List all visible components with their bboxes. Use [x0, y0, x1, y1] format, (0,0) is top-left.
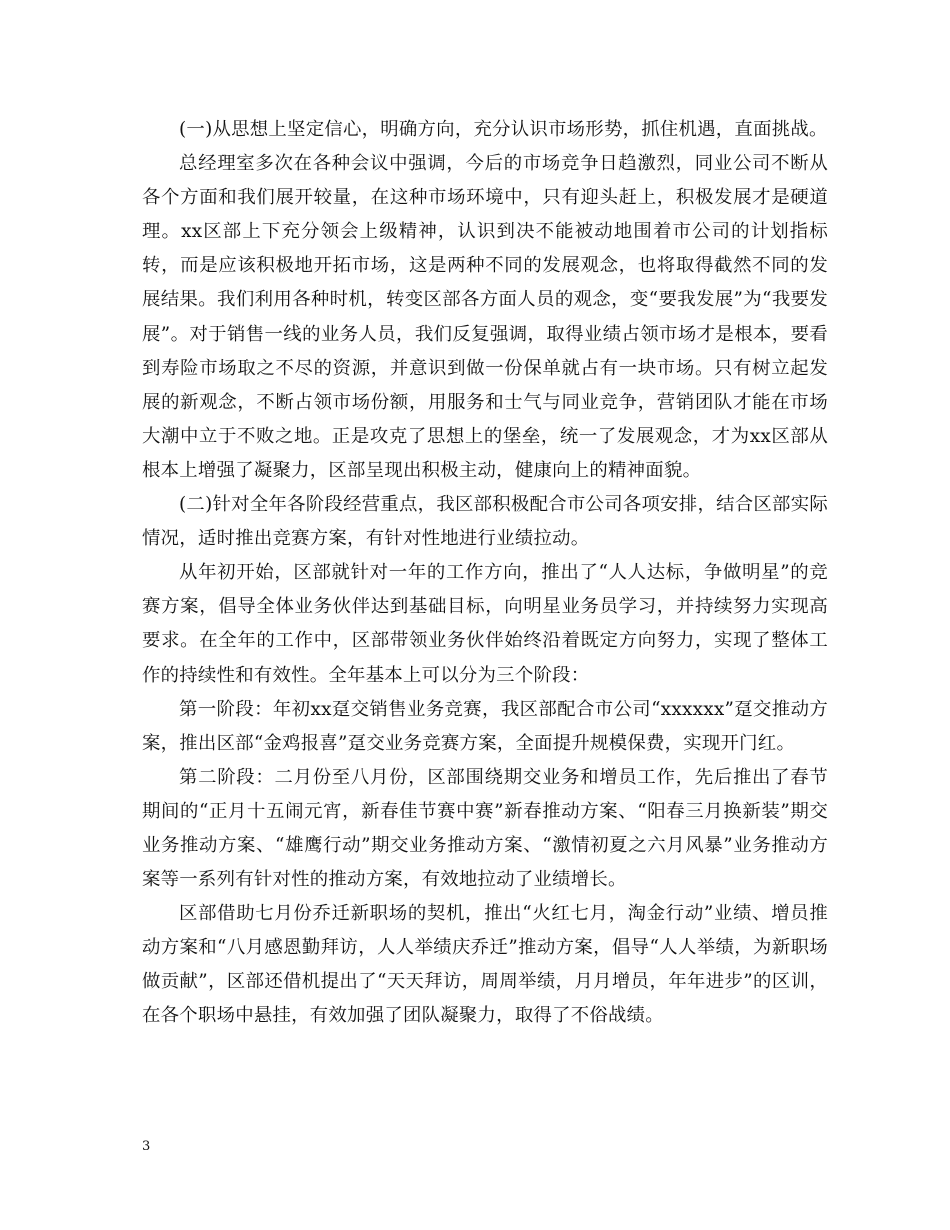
- document-body: [142, 113, 828, 1034]
- paragraph: 总经理室多次在各种会议中强调，今后的市场竞争日趋激烈，同业公司不断从各个方面和我们展开较量，在这种市场环境中，只有迎头赶上，积极发展才是硬道理。xx区部上下充分领会上级精神，认识到决不能被动地围着市公司的计划指标转，而是应该积极地开拓市场，这是两种不同的发展观念，也将取得截然不同的发展结果。我们利用各种时机，转变区部各方面人员的观念，变“要我发展”为“我要发展”。对于销售一线的业务人员，我们反复强调，取得业绩占领市场才是根本，要看到寿险市场取之不尽的资源，并意识到做一份保单就占有一块市场。只有树立起发展的新观念，不断占领市场份额，用服务和士气与同业竞争，营销团队才能在市场大潮中立于不败之地。正是攻克了思想上的堡垒，统一了发展观念，才为xx区部从根本上增强了凝聚力，区部呈现出积极主动，健康向上的精神面貌。: [142, 153, 828, 481]
- paragraph-stage-2: 第二阶段：二月份至八月份，区部围绕期交业务和增员工作，先后推出了春节期间的“正月十五闹元宵，新春佳节赛中赛”新春推动方案、“阳春三月换新装”期交业务推动方案、“雄鹰行动”期交业务推动方案、“激情初夏之六月风暴”业务推动方案等一系列有针对性的推动方案，有效地拉动了业绩增长。: [142, 766, 828, 891]
- paragraph: 从年初开始，区部就针对一年的工作方向，推出了“人人达标，争做明星”的竞赛方案，倡导全体业务伙伴达到基础目标，向明星业务员学习，并持续努力实现高要求。在全年的工作中，区部带领业务伙伴始终沿着既定方向努力，实现了整体工作的持续性和有效性。全年基本上可以分为三个阶段：: [142, 562, 828, 686]
- paragraph-heading-2: (二)针对全年各阶段经营重点，我区部积极配合市公司各项安排，结合区部实际情况，适时推出竞赛方案，有针对性地进行业绩拉动。: [142, 494, 828, 550]
- paragraph: 区部借助七月份乔迁新职场的契机，推出“火红七月，淘金行动”业绩、增员推动方案和“八月感恩勤拜访，人人举绩庆乔迁”推动方案，倡导“人人举绩，为新职场做贡献”，区部还借机提出了“天天拜访，周周举绩，月月增员，年年进步”的区训，在各个职场中悬挂，有效加强了团队凝聚力，取得了不俗战绩。: [142, 903, 828, 1027]
- paragraph-heading-1: (一)从思想上坚定信心，明确方向，充分认识市场形势，抓住机遇，直面挑战。: [179, 119, 828, 140]
- paragraph-stage-1: 第一阶段：年初xx趸交销售业务竞赛，我区部配合市公司“xxxxxx”趸交推动方案，推出区部“金鸡报喜”趸交业务竞赛方案，全面提升规模保费，实现开门红。: [142, 698, 828, 754]
- page-number: 3: [142, 1139, 151, 1154]
